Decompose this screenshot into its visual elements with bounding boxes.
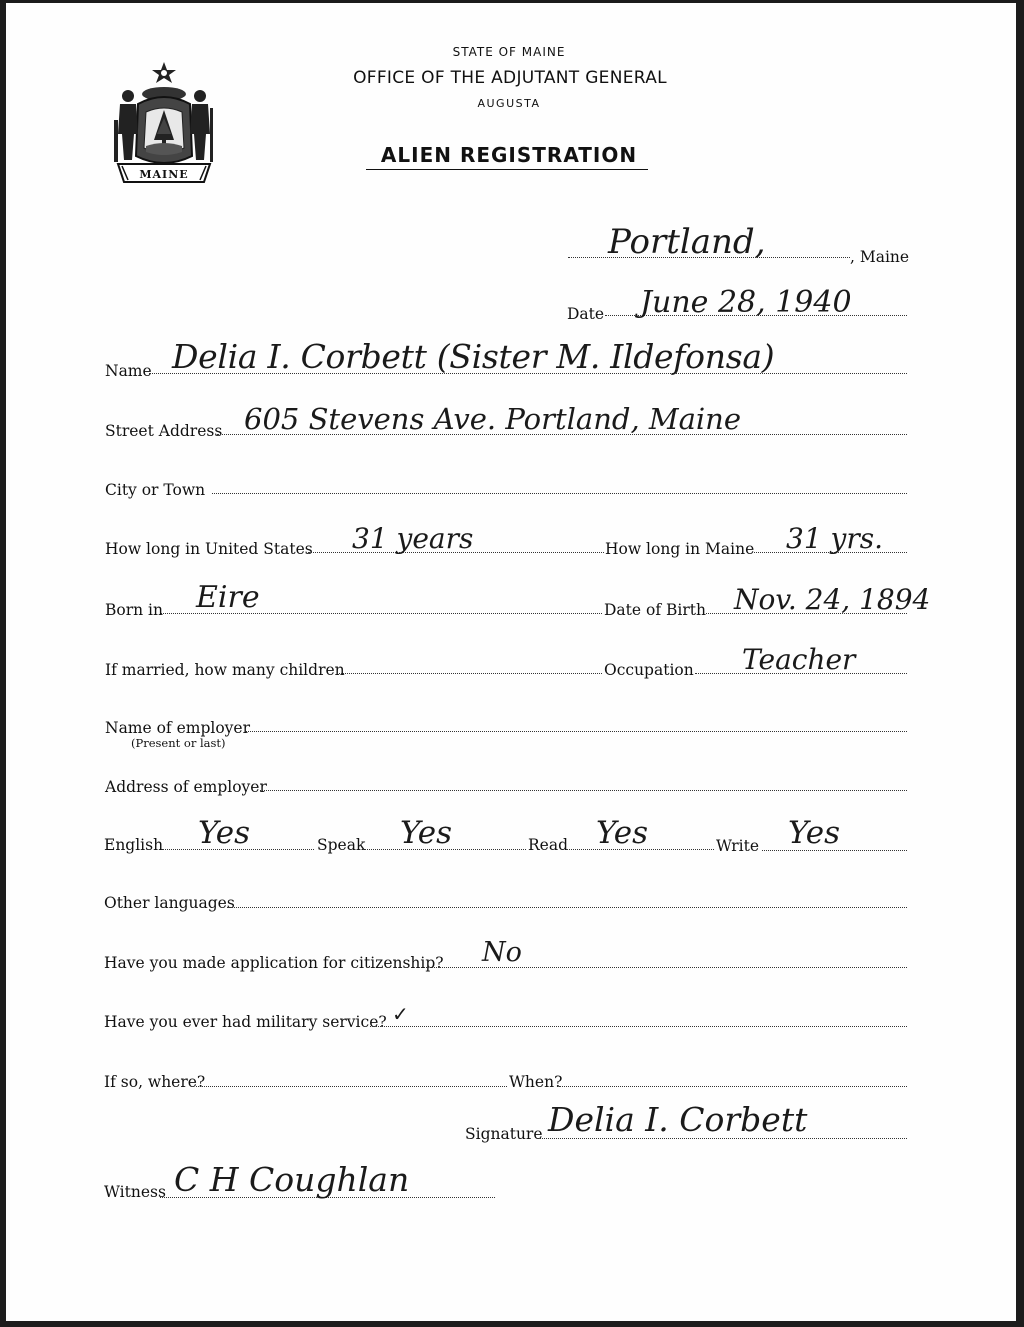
us-label: How long in United States <box>105 540 313 558</box>
employer-sublabel: (Present or last) <box>131 736 226 750</box>
where-line <box>196 1086 507 1087</box>
witness-value: C H Coughlan <box>174 1160 410 1199</box>
us-value: 31 years <box>352 522 474 555</box>
military-label: Have you ever had military service? <box>104 1013 387 1031</box>
title-underline <box>366 169 648 170</box>
form-title: ALIEN REGISTRATION <box>380 143 638 167</box>
date-value: June 28, 1940 <box>640 285 852 320</box>
other-languages-label: Other languages <box>104 894 235 912</box>
occupation-label: Occupation <box>604 661 694 679</box>
street-value: 605 Stevens Ave. Portland, Maine <box>244 402 741 436</box>
city-heading: AUGUSTA <box>477 97 541 110</box>
employer-label: Name of employer <box>105 719 251 737</box>
city-line <box>212 493 907 494</box>
when-label: When? <box>509 1073 563 1091</box>
speak-value: Yes <box>400 815 453 851</box>
office-heading: OFFICE OF THE ADJUTANT GENERAL <box>353 68 667 88</box>
read-value: Yes <box>596 815 649 851</box>
military-checkmark: ✓ <box>392 1002 409 1026</box>
dob-label: Date of Birth <box>604 601 706 619</box>
other-languages-line <box>227 907 907 908</box>
employer-address-label: Address of employer <box>105 778 267 796</box>
signature-value: Delia I. Corbett <box>548 1100 808 1139</box>
city-label: City or Town <box>105 481 206 499</box>
english-value: Yes <box>198 815 251 851</box>
witness-label: Witness <box>104 1183 166 1201</box>
state-heading: STATE OF MAINE <box>452 45 566 59</box>
write-label: Write <box>716 837 760 855</box>
born-value: Eire <box>196 580 260 615</box>
place-suffix: , Maine <box>850 248 910 266</box>
name-label: Name <box>105 362 152 380</box>
children-line <box>337 673 602 674</box>
svg-text:MAINE: MAINE <box>139 168 189 181</box>
speak-label: Speak <box>317 836 366 854</box>
place-value: Portland, <box>608 222 766 262</box>
when-line <box>559 1086 907 1087</box>
date-label: Date <box>567 305 605 323</box>
signature-label: Signature <box>465 1125 543 1143</box>
write-value: Yes <box>788 815 841 851</box>
citizenship-label: Have you made application for citizenship? <box>104 954 444 972</box>
maine-value: 31 yrs. <box>786 522 884 555</box>
citizenship-value: No <box>482 937 522 968</box>
read-label: Read <box>528 836 569 854</box>
occupation-value: Teacher <box>742 643 856 676</box>
maine-state-seal-icon <box>108 60 220 184</box>
dob-value: Nov. 24, 1894 <box>734 583 931 616</box>
where-label: If so, where? <box>104 1073 206 1091</box>
maine-label: How long in Maine <box>605 540 755 558</box>
english-label: English <box>104 836 164 854</box>
military-line <box>370 1026 907 1027</box>
children-label: If married, how many children <box>105 661 345 679</box>
employer-line <box>246 731 907 732</box>
employer-address-line <box>260 790 907 791</box>
street-label: Street Address <box>105 422 223 440</box>
name-value: Delia I. Corbett (Sister M. Ildefonsa) <box>172 337 775 376</box>
born-label: Born in <box>105 601 163 619</box>
